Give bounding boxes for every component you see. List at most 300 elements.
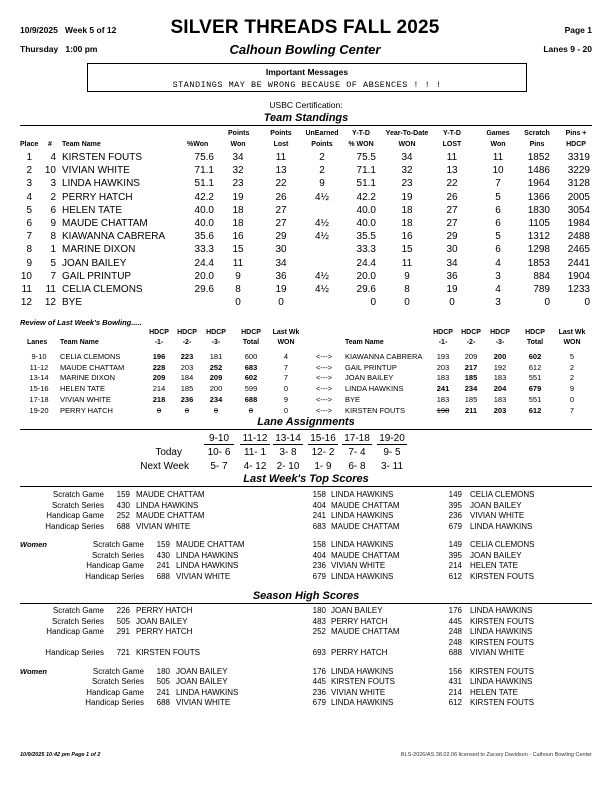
standings-scratch-pins: 1312 [527, 231, 550, 243]
lane-next-week: 3- 11 [380, 461, 404, 472]
review-game-2: 0 [184, 405, 190, 415]
top_scores-women-row-score-3: 149 [448, 540, 462, 549]
standings-ytd-lost: 19 [446, 284, 458, 295]
standings-pins-hdcp: 2005 [567, 191, 590, 203]
season_high-row-bowler-2: MAUDE CHATTAM [331, 627, 400, 636]
standings-scratch-pins: 1853 [527, 257, 550, 269]
rhdr-owon-a: Last Wk [558, 329, 586, 336]
lanes-range: Lanes 9 - 20 [543, 44, 592, 54]
review-opponent-name: GAIL PRINTUP [345, 362, 397, 372]
standings-ytd-won: 11 [401, 257, 413, 269]
lane-next-week: 2- 10 [276, 461, 300, 472]
standings-pins-hdcp: 0 [584, 297, 590, 309]
season_high-row-score-2: 483 [312, 616, 326, 626]
review-vs-arrow: <---> [315, 352, 333, 361]
review-opp-game-1: 203 [436, 362, 450, 372]
standings-ytd-pct: 35.5 [356, 231, 376, 243]
standings-ytd-won: 34 [401, 152, 413, 163]
hdr-team: Team Name [62, 141, 101, 148]
review-opp-game-2: 217 [464, 362, 478, 372]
standings-scratch-pins: 1105 [528, 218, 550, 229]
standings-pct-won: 29.6 [194, 284, 214, 295]
top_scores-women-row-score-1: 241 [156, 561, 170, 570]
review-vs-arrow: <---> [315, 362, 333, 372]
season_high-women-row-score-2: 445 [312, 677, 326, 686]
rhdr-team: Team Name [60, 339, 99, 346]
review-game-3: 234 [209, 394, 223, 404]
standings-games-won: 3 [495, 297, 501, 309]
hdr-ytd-lost-2: LOST [442, 141, 462, 148]
hdr-scratch-1: Scratch [524, 130, 550, 137]
top-scores-rule [20, 486, 592, 487]
rhdr-ototal-a: HDCP [525, 329, 545, 336]
footer-right: BLS-2026/AS 38.02.06 licensed to Zacary Davidson - Calhoun Bowling Center [400, 752, 592, 758]
standings-unearned: 2 [319, 165, 325, 177]
top_scores-row-bowler-3: VIVIAN WHITE [470, 511, 525, 520]
season_high-row-bowler-3b: KIRSTEN FOUTS [470, 637, 535, 647]
rhdr-total-b: Total [242, 339, 260, 346]
standings-ytd-pct: 24.4 [356, 257, 376, 269]
top_scores-row-bowler-3: CELIA CLEMONS [470, 490, 535, 499]
standings-games-won: 3 [495, 270, 501, 282]
season_high-women-row-score-2: 236 [312, 687, 326, 697]
top_scores-women-row-label: Handicap Game [86, 561, 144, 570]
top-scores-title: Last Week's Top Scores [243, 473, 369, 485]
season_high-women-row-score-2: 176 [312, 666, 326, 676]
season_high-row-score-3: 176 [448, 606, 462, 615]
season_high-row-bowler-1: PERRY HATCH [136, 606, 193, 615]
standings-points-lost: 0 [278, 297, 284, 309]
rhdr-ototal-b: Total [526, 339, 544, 346]
top_scores-women-row-score-1: 430 [156, 550, 170, 560]
messages-heading: Important Messages [265, 67, 349, 77]
standings-points-won: 18 [232, 218, 244, 229]
standings-rule [20, 125, 592, 126]
top_scores-row-bowler-1: VIVIAN WHITE [136, 521, 191, 531]
standings-pct-won: 24.4 [194, 257, 214, 269]
top_scores-row-bowler-1: MAUDE CHATTAM [136, 490, 205, 499]
hdr-games-1: Games [486, 130, 510, 137]
standings-points-won: 16 [232, 231, 244, 243]
season_high-row-label: Scratch Game [52, 606, 104, 615]
hdr-pct: %Won [187, 141, 209, 148]
standings-place: 12 [20, 297, 32, 309]
season_high-row-label: Handicap Game [46, 627, 104, 636]
standings-team-number: 11 [45, 284, 56, 295]
rhdr-h1a: HDCP [149, 329, 169, 336]
standings-unearned: 4½ [315, 231, 329, 243]
standings-games-won: 10 [492, 165, 504, 177]
standings-pins-hdcp: 3128 [567, 178, 590, 190]
review-team-name: CELIA CLEMONS [60, 352, 121, 361]
top_scores-row-bowler-2: MAUDE CHATTAM [331, 500, 400, 510]
standings-pins-hdcp: 2441 [567, 257, 590, 269]
review-opp-total: 679 [528, 384, 542, 394]
season_high-women-row-bowler-1: JOAN BAILEY [176, 666, 228, 676]
standings-pins-hdcp: 3319 [567, 152, 590, 163]
lane-pair-header: 9-10 [204, 433, 234, 445]
standings-ytd-lost: 13 [446, 165, 458, 177]
review-opp-game-3: 183 [493, 394, 507, 404]
standings-place: 4 [26, 191, 32, 203]
review-opp-game-1: 193 [436, 352, 450, 361]
review-game-2: 223 [180, 352, 194, 361]
report-week: Week 5 of 12 [65, 25, 117, 35]
messages-box [87, 63, 527, 92]
standings-team-name: CELIA CLEMONS [62, 284, 143, 295]
standings-place: 8 [26, 244, 32, 256]
hdr-pts-lost-2: Lost [273, 141, 289, 148]
season_high-row-score-2: 180 [312, 606, 326, 615]
season_high-row-score-2: 693 [312, 648, 326, 657]
standings-pct-won: 42.2 [194, 191, 214, 203]
lane-today: 3- 8 [279, 447, 297, 458]
review-won: 7 [283, 362, 289, 372]
hdr-ytd-lost-1: Y-T-D [443, 130, 461, 137]
standings-ytd-pct: 51.1 [356, 178, 376, 190]
review-team-name: HELEN TATE [60, 384, 106, 394]
top_scores-row-bowler-2: MAUDE CHATTAM [331, 521, 400, 531]
hdr-pts-lost-1: Points [270, 130, 292, 137]
standings-points-won: 15 [232, 244, 244, 256]
season_high-row-bowler-2: PERRY HATCH [331, 616, 388, 626]
standings-ytd-pct: 42.2 [356, 191, 376, 203]
top_scores-row-score-1: 252 [116, 511, 130, 520]
standings-ytd-lost: 11 [446, 152, 458, 163]
review-won: 9 [283, 394, 289, 404]
lane-pair-header: 17-18 [342, 433, 372, 445]
standings-team-name: PERRY HATCH [62, 191, 133, 203]
standings-ytd-pct: 40.0 [356, 204, 376, 216]
standings-ytd-won: 18 [401, 204, 413, 216]
review-opp-game-2: 185 [464, 394, 478, 404]
hdr-ytd-won-1: Year-To-Date [385, 130, 429, 137]
top_scores-row-score-1: 159 [116, 490, 130, 499]
standings-games-won: 5 [495, 191, 501, 203]
hdr-ytd-pct-1: Y-T-D [352, 130, 370, 137]
standings-team-number: 1 [50, 244, 56, 256]
season_high-women-row-score-3: 612 [448, 698, 462, 707]
standings-unearned: 4½ [315, 191, 329, 203]
review-opponent-name: JOAN BAILEY [345, 373, 394, 383]
rhdr-lanes: Lanes [27, 339, 48, 346]
season_high-row-bowler-2: PERRY HATCH [331, 648, 388, 657]
standings-scratch-pins: 1298 [527, 244, 550, 256]
review-opp-won: 5 [569, 352, 575, 361]
standings-ytd-pct: 0 [370, 297, 376, 309]
standings-team-name: LINDA HAWKINS [62, 178, 140, 190]
top_scores-row-score-3: 149 [448, 490, 462, 499]
hdr-pins-hdcp-1: Pins + [565, 130, 587, 137]
season_high-women-row-score-3: 431 [448, 677, 462, 686]
review-opponent-name: KIRSTEN FOUTS [345, 405, 406, 415]
review-game-1: 218 [152, 394, 166, 404]
standings-ytd-lost: 36 [446, 270, 458, 282]
standings-ytd-won: 19 [401, 191, 413, 203]
season_high-women-row-bowler-2: VIVIAN WHITE [331, 687, 386, 697]
season_high-row-bowler-3: VIVIAN WHITE [470, 648, 525, 657]
standings-place: 1 [26, 152, 32, 163]
standings-place: 10 [20, 270, 32, 282]
review-opp-game-3: 183 [493, 373, 507, 383]
top_scores-women-row-bowler-3: CELIA CLEMONS [470, 540, 535, 549]
standings-place: 5 [26, 204, 32, 216]
review-vs-arrow: <---> [315, 394, 333, 404]
review-team-name: MARINE DIXON [60, 373, 116, 383]
review-opp-won: 0 [569, 394, 575, 404]
standings-scratch-pins: 1852 [527, 152, 550, 163]
standings-ytd-pct: 71.1 [356, 165, 376, 177]
top_scores-row-bowler-2: LINDA HAWKINS [331, 511, 394, 520]
standings-team-number: 7 [50, 270, 56, 282]
standings-team-number: 9 [50, 218, 56, 229]
standings-pct-won: 20.0 [194, 270, 214, 282]
standings-points-lost: 30 [275, 244, 287, 256]
review-team-name: PERRY HATCH [60, 405, 113, 415]
top_scores-row-bowler-3: JOAN BAILEY [470, 500, 522, 510]
standings-title: Team Standings [263, 112, 349, 124]
top_scores-row-score-2: 683 [312, 521, 326, 531]
standings-ytd-lost: 34 [446, 257, 458, 269]
standings-points-lost: 34 [275, 257, 287, 269]
season_high-women-row-score-1: 505 [156, 677, 170, 686]
standings-ytd-lost: 30 [446, 244, 458, 256]
review-vs-arrow: <---> [315, 384, 333, 394]
season-high-title: Season High Scores [252, 590, 360, 602]
standings-ytd-lost: 26 [446, 191, 458, 203]
top_scores-women-row-bowler-1: MAUDE CHATTAM [176, 540, 245, 549]
standings-team-number: 8 [50, 231, 56, 243]
top_scores-women-row-bowler-1: LINDA HAWKINS [176, 561, 239, 570]
usbc-certification: USBC Certification: [269, 100, 343, 110]
standings-ytd-won: 16 [401, 231, 413, 243]
standings-ytd-lost: 29 [446, 231, 458, 243]
review-total: 599 [244, 384, 258, 394]
top_scores-row-label: Handicap Series [45, 521, 104, 531]
review-opp-game-3: 200 [493, 352, 507, 361]
top_scores-row-label: Scratch Game [52, 490, 104, 499]
season_high-row-score-1: 721 [116, 648, 130, 657]
standings-pins-hdcp: 2488 [567, 231, 590, 243]
standings-pins-hdcp: 1904 [567, 270, 590, 282]
standings-scratch-pins: 1964 [527, 178, 550, 190]
standings-unearned: 4½ [315, 270, 329, 282]
top_scores-row-score-2: 404 [312, 500, 326, 510]
rhdr-h3a: HDCP [206, 329, 226, 336]
review-game-1: 214 [152, 384, 166, 394]
standings-team-name: KIAWANNA CABRERA [62, 231, 166, 243]
standings-ytd-won: 18 [401, 218, 413, 229]
top_scores-row-score-1: 430 [116, 500, 130, 510]
season_high-row-score-3: 445 [448, 616, 462, 626]
top_scores-women-row-bowler-1: LINDA HAWKINS [176, 550, 239, 560]
review-game-1: 196 [152, 352, 166, 361]
season_high-women-row-label: Scratch Series [91, 677, 144, 686]
review-lanes: 19-20 [29, 405, 49, 415]
standings-pct-won: 40.0 [194, 204, 214, 216]
standings-place: 9 [26, 257, 32, 269]
review-opp-game-2: 185 [464, 373, 478, 383]
top_scores-women-row-bowler-3: HELEN TATE [470, 561, 519, 570]
season_high-women-row-score-3: 214 [448, 687, 462, 697]
standings-points-lost: 29 [275, 231, 287, 243]
standings-points-lost: 22 [275, 178, 287, 190]
review-opponent-name: BYE [345, 394, 361, 404]
standings-team-name: VIVIAN WHITE [62, 165, 130, 177]
review-team-name: MAUDE CHATTAM [60, 362, 125, 372]
rhdr-o3b: -3- [495, 339, 505, 346]
rhdr-won-a: Last Wk [272, 329, 300, 336]
review-opp-total: 551 [528, 394, 542, 404]
standings-ytd-lost: 27 [446, 204, 458, 216]
hdr-pts-won-1: Points [228, 130, 250, 137]
standings-games-won: 4 [495, 284, 501, 295]
standings-team-name: GAIL PRINTUP [62, 270, 132, 282]
season_high-women-row-bowler-2: LINDA HAWKINS [331, 666, 394, 676]
season_high-women-label: Women [20, 666, 47, 676]
top_scores-women-row-score-1: 159 [156, 540, 170, 549]
season_high-row-bowler-1: JOAN BAILEY [136, 616, 188, 626]
top_scores-women-row-label: Scratch Series [91, 550, 144, 560]
standings-ytd-lost: 22 [446, 178, 458, 190]
top_scores-row-label: Scratch Series [51, 500, 104, 510]
rhdr-h3b: -3- [211, 339, 221, 346]
rhdr-oteam: Team Name [345, 339, 384, 346]
review-opp-won: 9 [569, 384, 575, 394]
season_high-women-row-bowler-3: LINDA HAWKINS [470, 677, 533, 686]
standings-ytd-won: 23 [401, 178, 413, 190]
top_scores-row-score-3: 236 [448, 511, 462, 520]
season_high-women-row-bowler-1: VIVIAN WHITE [176, 698, 231, 707]
season_high-women-row-label: Scratch Game [92, 666, 144, 676]
season_high-women-row-bowler-3: KIRSTEN FOUTS [470, 698, 535, 707]
review-total: 683 [244, 362, 258, 372]
standings-ytd-lost: 0 [449, 297, 455, 309]
standings-place: 2 [26, 165, 32, 177]
standings-scratch-pins: 0 [544, 297, 550, 309]
season_high-row-bowler-3: LINDA HAWKINS [470, 606, 533, 615]
standings-ytd-won: 15 [401, 244, 413, 256]
review-opp-total: 551 [528, 373, 542, 383]
review-game-1: 0 [156, 405, 162, 415]
standings-points-lost: 27 [275, 204, 287, 216]
review-opp-game-1: 198 [436, 405, 450, 415]
standings-games-won: 4 [495, 257, 501, 269]
lane-today: 12- 2 [311, 447, 335, 458]
standings-unearned: 4½ [315, 218, 329, 229]
standings-scratch-pins: 1830 [527, 204, 550, 216]
standings-pins-hdcp: 3229 [567, 165, 590, 177]
lane-today: 11- 1 [243, 447, 267, 458]
standings-games-won: 6 [495, 204, 501, 216]
standings-team-name: MAUDE CHATTAM [62, 218, 148, 229]
review-game-3: 181 [209, 352, 223, 361]
top_scores-women-row-score-1: 688 [156, 571, 170, 581]
season-high-rule [20, 603, 592, 604]
review-opponent-name: LINDA HAWKINS [345, 384, 404, 394]
standings-team-number: 4 [50, 152, 56, 163]
standings-pct-won: 35.6 [194, 231, 214, 243]
review-vs-arrow: <---> [315, 405, 333, 415]
review-opp-won: 7 [569, 405, 575, 415]
day-time: Thursday 1:00 pm [20, 44, 98, 54]
review-game-2: 185 [180, 384, 194, 394]
top_scores-women-row-bowler-3: KIRSTEN FOUTS [470, 571, 535, 581]
standings-points-won: 18 [232, 204, 244, 216]
standings-team-name: MARINE DIXON [62, 244, 136, 256]
hdr-ytd-pct-2: % WON [348, 141, 374, 148]
lane-next-week: 1- 9 [314, 461, 332, 472]
standings-points-won: 0 [235, 297, 241, 309]
review-lanes: 15-16 [29, 384, 49, 394]
standings-ytd-lost: 27 [446, 218, 458, 229]
review-won: 0 [283, 405, 289, 415]
standings-games-won: 6 [495, 218, 501, 229]
standings-pct-won: 40.0 [194, 218, 214, 229]
season_high-row-bowler-2: JOAN BAILEY [331, 606, 383, 615]
standings-points-won: 11 [232, 257, 244, 269]
review-total: 602 [244, 373, 258, 383]
lanes-rule [20, 429, 592, 430]
review-game-2: 236 [180, 394, 194, 404]
standings-ytd-won: 9 [404, 270, 410, 282]
lane-today: 7- 4 [348, 447, 366, 458]
standings-points-won: 23 [232, 178, 244, 190]
lane-pair-header: 13-14 [273, 433, 303, 445]
rhdr-o3a: HDCP [490, 329, 510, 336]
standings-ytd-pct: 20.0 [356, 270, 376, 282]
standings-place: 3 [26, 178, 32, 190]
review-won: 4 [283, 352, 289, 361]
standings-points-lost: 11 [275, 152, 287, 163]
review-opp-total: 612 [528, 405, 542, 415]
season_high-row-score-3: 688 [448, 648, 462, 657]
lane-next-week-label: Next Week [140, 461, 189, 472]
review-opp-total: 612 [528, 362, 542, 372]
standings-ytd-won: 8 [404, 284, 410, 295]
standings-place: 11 [21, 284, 32, 295]
review-opp-game-3: 204 [493, 384, 507, 394]
hdr-unearned-2: Points [311, 141, 333, 148]
standings-place: 7 [26, 231, 32, 243]
rhdr-h1b: -1- [154, 339, 164, 346]
review-won: 7 [283, 373, 289, 383]
report-date: 10/9/2025 [20, 25, 58, 35]
league-title: SILVER THREADS FALL 2025 [170, 17, 440, 38]
season_high-women-row-bowler-2: LINDA HAWKINS [331, 698, 394, 707]
standings-games-won: 6 [495, 244, 501, 256]
standings-pins-hdcp: 2465 [567, 244, 590, 256]
standings-unearned: 4½ [315, 284, 329, 295]
page-number: Page 1 [564, 25, 592, 35]
top_scores-women-row-label: Handicap Series [85, 571, 144, 581]
standings-pct-won: 51.1 [194, 178, 214, 190]
lane-pair-header: 15-16 [308, 433, 338, 445]
lane-today: 9- 5 [383, 447, 401, 458]
season_high-women-row-bowler-1: LINDA HAWKINS [176, 687, 239, 697]
top_scores-row-score-1: 688 [116, 521, 130, 531]
review-won: 0 [283, 384, 289, 394]
hdr-ytd-won-2: WON [398, 141, 416, 148]
top_scores-women-row-bowler-2: VIVIAN WHITE [331, 561, 386, 570]
standings-ytd-pct: 40.0 [356, 218, 376, 229]
standings-ytd-pct: 29.6 [356, 284, 376, 295]
rhdr-o2a: HDCP [461, 329, 481, 336]
top_scores-row-score-3: 679 [448, 521, 462, 531]
review-game-2: 203 [180, 362, 194, 372]
review-total: 0 [248, 405, 254, 415]
top_scores-row-score-3: 395 [448, 500, 462, 510]
